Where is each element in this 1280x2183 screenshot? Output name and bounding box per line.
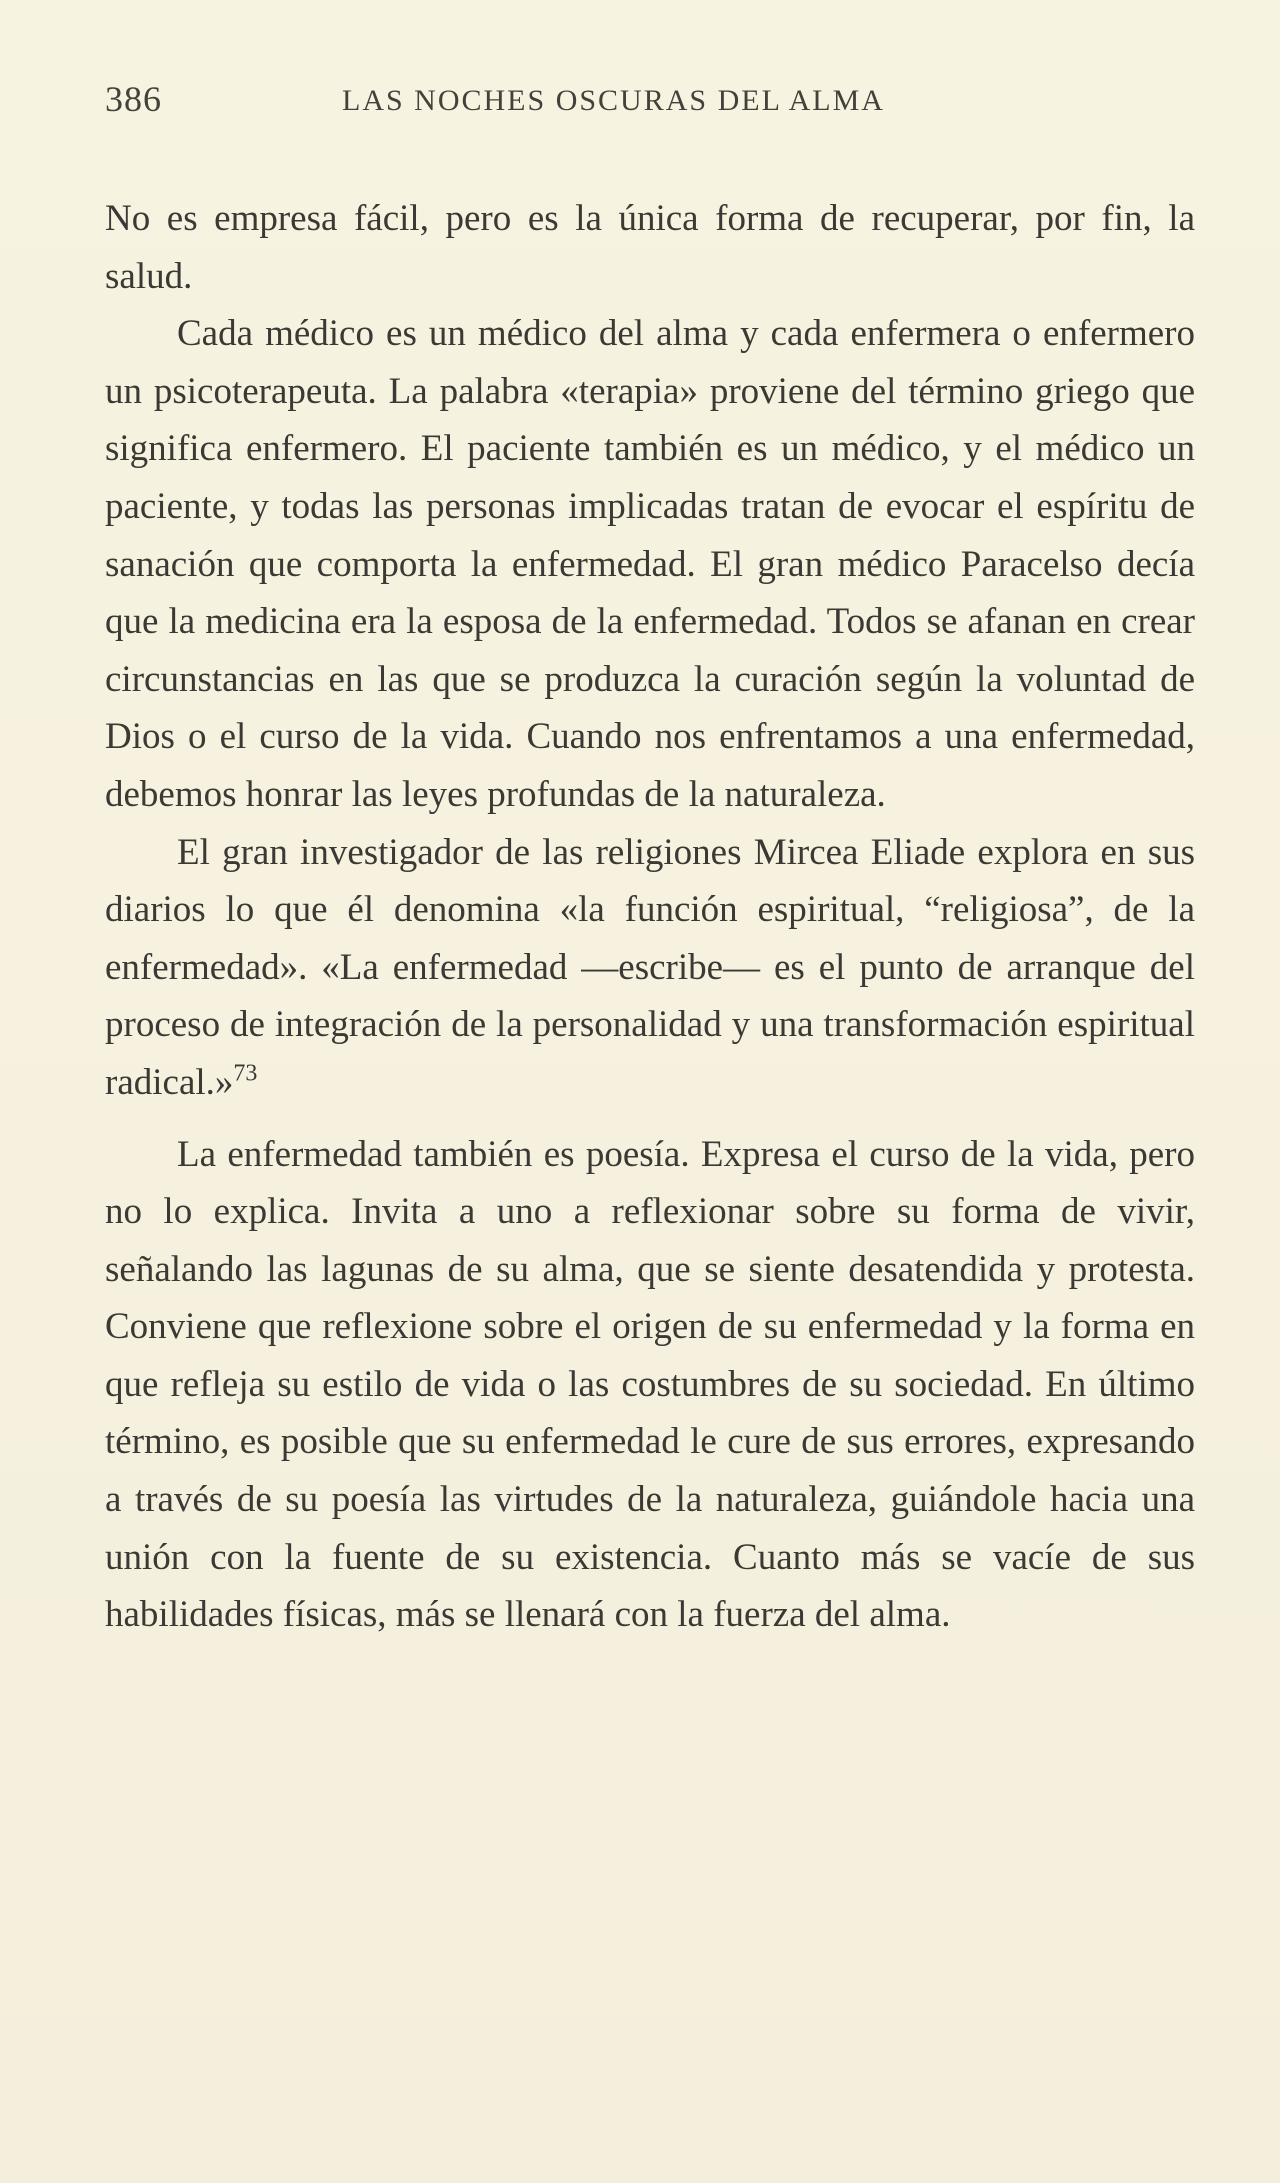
running-head	[105, 78, 1185, 128]
page-number: 386	[105, 79, 162, 119]
paragraph-4: La enfermedad también es poesía. Expresa el curso de la vida, pero no lo explica. Invita a uno a reflexionar sobre su forma de vivir, señalando las lagunas de su alma, que se siente desatendida y protesta. Conviene que reflexione sobre el origen de su enfermedad y la forma en que refleja su estilo de vida o las costumbres de su sociedad. En último término, es posible que su enfermedad le cure de sus errores, expresando a través de su poesía las virtudes de la naturaleza, guiándole hacia una unión con la fuente de su existencia. Cuanto más se vacíe de sus habilidades físicas, más se llenará con la fuerza del alma.	[105, 1133, 1195, 1636]
paragraph-2: Cada médico es un médico del alma y cada enfermera o enfermero un psicoterapeuta. La palabra «terapia» proviene del término griego que significa enfermero. El paciente también es un médico, y el médico un paciente, y todas las personas implicadas tratan de evocar el espíritu de sanación que comporta la enfermedad. El gran médico Paracelso decía que la medicina era la esposa de la enfermedad. Todos se afanan en crear circunstancias en las que se produzca la curación según la voluntad de Dios o el curso de la vida. Cuando nos enfrentamos a una enfermedad, debemos honrar las leyes profundas de la naturaleza.	[105, 313, 1195, 815]
footnote-reference[interactable]: 73	[233, 1060, 258, 1087]
body-text	[105, 190, 1195, 1644]
paragraph-3	[105, 824, 1195, 1112]
paragraph-3-text: El gran investigador de las religiones Mircea Eliade explora en sus diarios lo que él denomina «la función espiritual, “religiosa”, de la enfermedad». «La enfermedad —escribe— es el punto de arranque del proceso de integración de la personalidad y una transformación espiritual radical.»	[105, 831, 1195, 1103]
paragraph-1: No es empresa fácil, pero es la única forma de recuperar, por fin, la salud.	[105, 198, 1195, 297]
running-title: LAS NOCHES OSCURAS DEL ALMA	[342, 84, 885, 117]
